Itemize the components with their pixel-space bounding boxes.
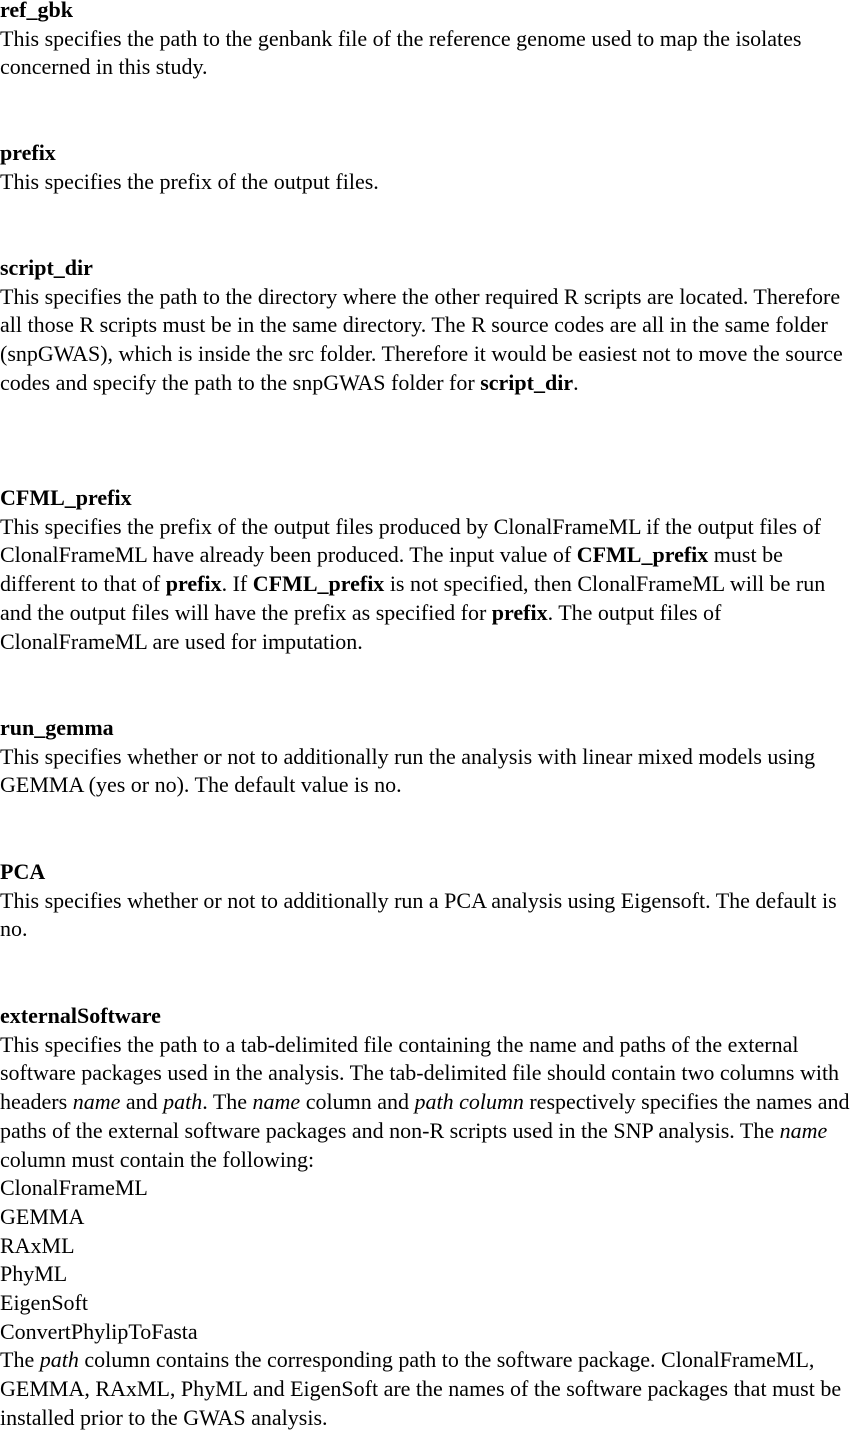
software-list-item: GEMMA <box>0 1203 85 1229</box>
section-description: This specifies the path to the directory where the other required R scripts are located. Therefore all those R scripts must be in the same directory. The R source codes are all in the same folder (snpGWAS), which is inside the src folder. Therefore it would be easiest not to move the source codes and specify the path to the snpGWAS folder for script_dir. <box>0 283 843 395</box>
section-description: This specifies the prefix of the output files produced by ClonalFrameML if the output files of ClonalFrameML have already been produced. The input value of CFML_prefix must be different to that of prefix. If CFML_prefix is not specified, then ClonalFrameML will be run and the output files will have the prefix as specified for prefix. The output files of ClonalFrameML are used for imputation. <box>0 513 826 654</box>
software-list-item: PhyML <box>0 1261 68 1287</box>
software-list-item: ConvertPhylipToFasta <box>0 1318 198 1344</box>
section-ref-gbk <box>0 0 860 82</box>
section-heading: PCA <box>0 859 46 884</box>
term-bold: script_dir <box>480 369 574 395</box>
software-list-item: RAxML <box>0 1232 75 1258</box>
section-heading: ref_gbk <box>0 0 73 22</box>
software-list-item: EigenSoft <box>0 1290 88 1316</box>
section-run-gemma <box>0 714 860 800</box>
section-description: This specifies whether or not to additionally run the analysis with linear mixed models using GEMMA (yes or no). The default value is no. <box>0 743 816 798</box>
term-bold: CFML_prefix <box>576 542 709 568</box>
term-bold: prefix <box>491 599 548 625</box>
term-bold: prefix <box>165 571 222 597</box>
software-list-item: ClonalFrameML <box>0 1175 148 1201</box>
term-bold: CFML_prefix <box>252 571 385 597</box>
section-description: This specifies the path to the genbank file of the reference genome used to map the isolates concerned in this study. <box>0 25 802 80</box>
term-italic: path <box>163 1089 203 1115</box>
term-italic: name <box>779 1117 828 1143</box>
section-description: This specifies the prefix of the output files. <box>0 168 379 194</box>
section-description: The path column contains the corresponding path to the software package. ClonalFrameML, GEMMA, RAxML, PhyML and EigenSoft are the names of the software packages that must be installed prior to the GWAS analysis. <box>0 1347 842 1430</box>
term-italic: path <box>39 1347 79 1373</box>
section-heading: script_dir <box>0 255 93 280</box>
section-heading: run_gemma <box>0 715 114 740</box>
term-italic: name <box>72 1089 121 1115</box>
section-description: This specifies whether or not to additionally run a PCA analysis using Eigensoft. The default is no. <box>0 887 837 942</box>
section-cfml-prefix <box>0 484 860 656</box>
section-description: This specifies the path to a tab-delimited file containing the name and paths of the external software packages used in the analysis. The tab-delimited file should contain two columns with headers name and path. The name column and path column respectively specifies the names and paths of the external software packages and non-R scripts used in the SNP analysis. The name column must contain the following: <box>0 1031 850 1172</box>
section-script-dir <box>0 254 860 398</box>
section-heading: CFML_prefix <box>0 485 132 510</box>
section-pca <box>0 858 860 944</box>
section-external-software <box>0 1002 860 1433</box>
section-heading: externalSoftware <box>0 1003 161 1028</box>
section-heading: prefix <box>0 140 56 165</box>
term-italic: name <box>252 1089 301 1115</box>
section-prefix <box>0 139 860 196</box>
term-italic: path column <box>414 1089 524 1115</box>
